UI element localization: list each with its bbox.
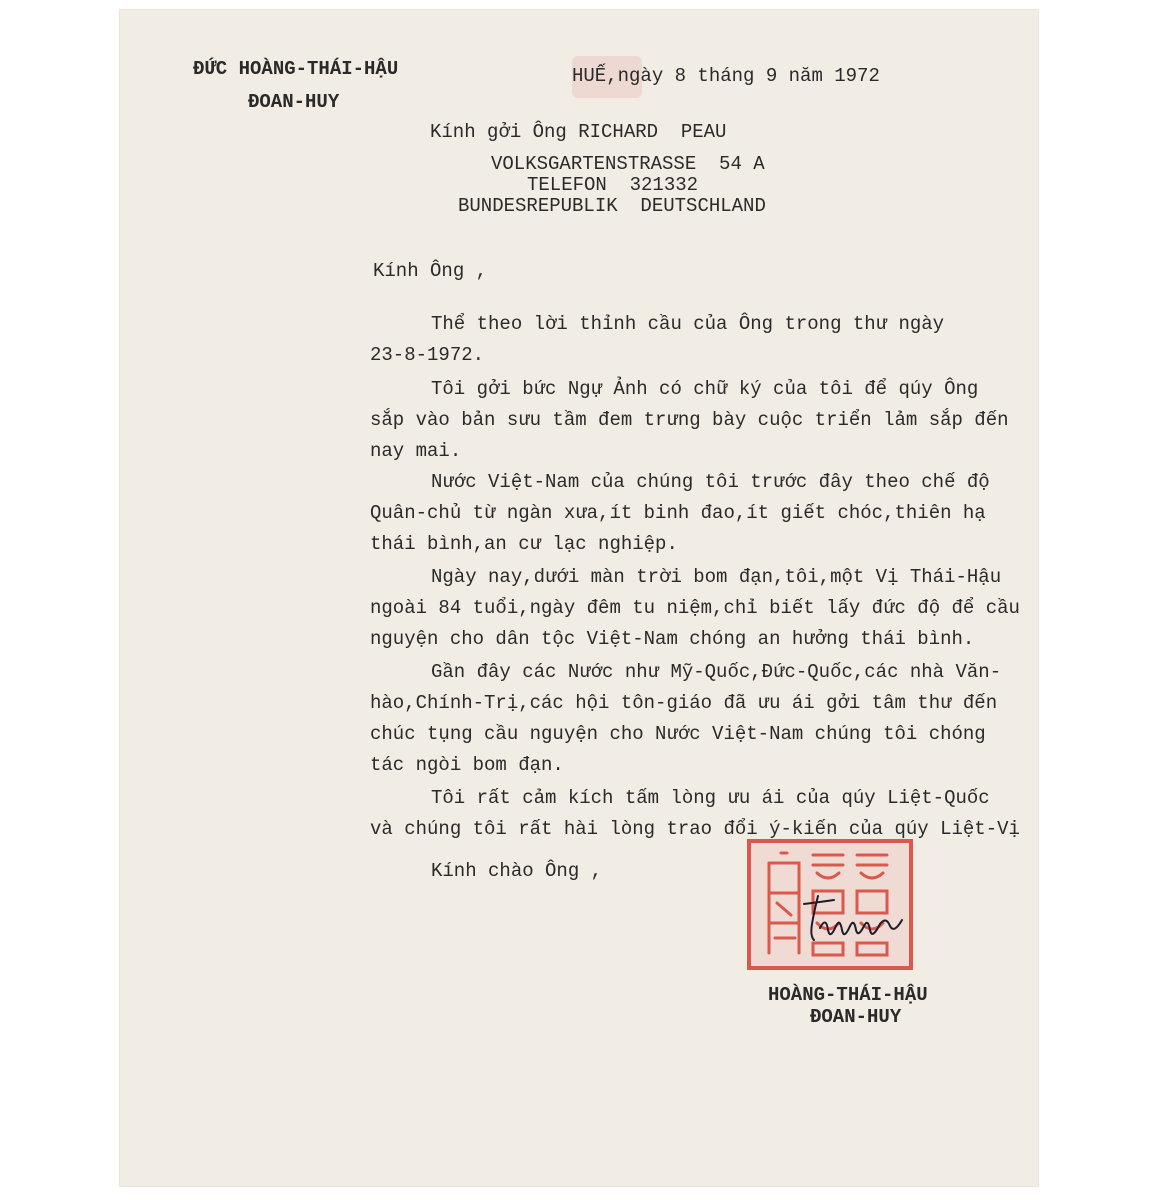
body-line: sắp vào bản sưu tầm đem trưng bày cuộc triển lảm sắp đến <box>370 409 1009 431</box>
signature-title: HOÀNG-THÁI-HẬU <box>768 984 928 1006</box>
body-line: Nước Việt-Nam của chúng tôi trước đây theo chế độ <box>431 471 990 493</box>
body-line: chúc tụng cầu nguyện cho Nước Việt-Nam chúng tôi chóng <box>370 723 986 745</box>
signature-icon <box>790 890 910 950</box>
body-line: thái bình,an cư lạc nghiệp. <box>370 533 678 555</box>
body-line: nay mai. <box>370 440 462 462</box>
body-line: Tôi rất cảm kích tấm lòng ưu ái của qúy Liệt-Quốc <box>431 787 990 809</box>
recipient-country: BUNDESREPUBLIK DEUTSCHLAND <box>458 195 766 217</box>
body-line: Tôi gởi bức Ngự Ảnh có chữ ký của tôi để qúy Ông <box>431 378 979 400</box>
recipient-phone: TELEFON 321332 <box>527 174 699 196</box>
date-line: HUẾ,ngày 8 tháng 9 năm 1972 <box>572 65 880 87</box>
body-line: Gần đây các Nước như Mỹ-Quốc,Đức-Quốc,các nhà Văn- <box>431 661 1002 683</box>
body-line: ngoài 84 tuổi,ngày đêm tu niệm,chỉ biết lấy đức độ để cầu <box>370 597 1020 619</box>
recipient-street: VOLKSGARTENSTRASSE 54 A <box>491 153 765 175</box>
body-line: Quân-chủ từ ngàn xưa,ít binh đao,ít giết chóc,thiên hạ <box>370 502 986 524</box>
closing-line: Kính chào Ông , <box>431 860 603 882</box>
body-line: và chúng tôi rất hài lòng trao đổi ý-kiến của qúy Liệt-Vị <box>370 818 1020 840</box>
body-line: hào,Chính-Trị,các hội tôn-giáo đã ưu ái gởi tâm thư đến <box>370 692 998 714</box>
signature-name: ĐOAN-HUY <box>810 1006 902 1028</box>
body-line: tác ngòi bom đạn. <box>370 754 564 776</box>
body-line: 23-8-1972. <box>370 344 485 366</box>
greeting: Kính Ông , <box>373 260 488 282</box>
body-line: Thể theo lời thỉnh cầu của Ông trong thư ngày <box>431 313 945 335</box>
letterhead-title: ĐỨC HOÀNG-THÁI-HẬU <box>193 58 399 80</box>
body-line: nguyện cho dân tộc Việt-Nam chóng an hưởng thái bình. <box>370 628 975 650</box>
recipient-line: Kính gởi Ông RICHARD PEAU <box>430 121 727 143</box>
letterhead-name: ĐOAN-HUY <box>248 91 340 113</box>
body-line: Ngày nay,dưới màn trời bom đạn,tôi,một Vị Thái-Hậu <box>431 566 1002 588</box>
